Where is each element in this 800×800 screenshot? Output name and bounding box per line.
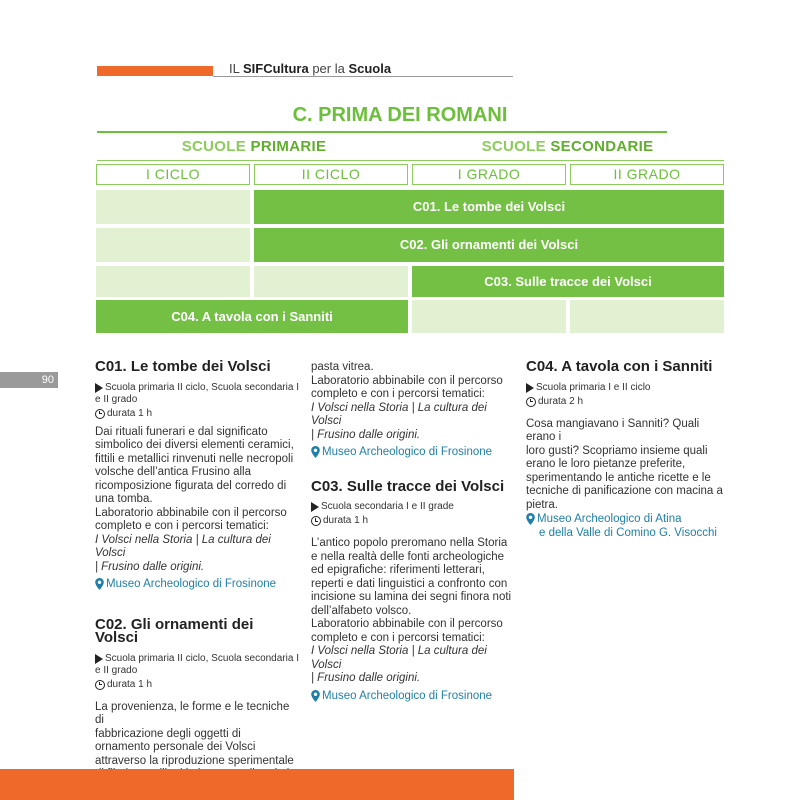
location-pin-icon <box>95 578 104 590</box>
page-number: 90 <box>0 372 58 388</box>
duration-info: durata 1 h <box>95 679 300 691</box>
grid-empty-cell <box>96 266 250 297</box>
level-info: Scuola primaria I e II ciclo <box>526 382 731 394</box>
activity-title-c03: C03. Sulle tracce dei Volsci <box>311 477 505 495</box>
grid-bar-c02: C02. Gli ornamenti dei Volsci <box>254 228 724 262</box>
grid-empty-cell <box>570 300 724 333</box>
cycle-header-4: II GRADO <box>570 164 724 185</box>
header-tail: Scuola <box>348 61 392 76</box>
cycle-header-1: I CICLO <box>96 164 250 185</box>
museum-link[interactable]: Museo Archeologico di Atina e della Valle di Comino G. Visocchi <box>526 513 731 540</box>
clock-icon <box>526 397 536 407</box>
grid-empty-cell <box>412 300 566 333</box>
grid-bar-c03: C03. Sulle tracce dei Volsci <box>412 266 724 297</box>
header-prefix: IL <box>229 61 243 76</box>
clock-icon <box>95 680 105 690</box>
location-pin-icon <box>311 446 320 458</box>
level-info: Scuola primaria II ciclo, Scuola secondaria I e II grado <box>95 381 299 405</box>
play-icon <box>95 654 103 664</box>
duration-info: durata 1 h <box>95 408 300 420</box>
grid-bar-c04: C04. A tavola con i Sanniti <box>96 300 408 333</box>
activity-description: L’antico popolo preromano nella Storia e nella realtà delle fonti archeologiche ed epigrafiche: riferimenti letterari, reperti e dati linguistici a confronto con incisione su lamina dei segni finora noti dell’alfabeto volsco. Laboratorio abbinabile con il percorso completo e con i percorsi tematici: I Volsci nella Storia | La cultura dei Volsci | Frusino dalle origini. <box>311 537 512 684</box>
location-pin-icon <box>526 513 535 525</box>
clock-icon <box>311 516 321 526</box>
activity-description: La provenienza, le forme e le tecniche di fabbricazione degli oggetti di ornamento personale dei Volsci attraverso la riproduzione sperimentale <box>95 700 294 767</box>
section-title: C. PRIMA DEI ROMANI <box>292 104 508 126</box>
grid-empty-cell <box>96 190 250 224</box>
activity-description: Dai rituali funerari e dal significato simbolico dei diversi elementi ceramici, fittili e metallici rinvenuti nelle necropoli volsche dell’antica Frusino alla ricomposizione figurata del corredo di una tomba. Laboratorio abbinabile con il percorso completo e con i percorsi tematici: I Volsci nella Storia | La cultura dei Volsci | Frusino dalle origini. <box>95 425 294 573</box>
activity-description: Cosa mangiavano i Sanniti? Quali erano i loro gusti? Scopriamo insieme quali erano le loro pietanze preferite, sperimentando le antiche ricette e le tecniche di panificazione con macina a pietra. <box>526 417 723 511</box>
activity-description-continued: pasta vitrea. Laboratorio abbinabile con il percorso completo e con i percorsi tematici: I Volsci nella Storia | La cultura dei Volsci | Frusino dalle origini. <box>311 361 503 441</box>
duration-info: durata 2 h <box>526 396 731 408</box>
header-brand: SIFCultura <box>242 61 309 76</box>
header-rule <box>213 76 513 77</box>
activity-title-c02: C02. Gli ornamenti dei Volsci <box>95 615 254 646</box>
grid-bar-c01: C01. Le tombe dei Volsci <box>254 190 724 224</box>
running-header <box>229 61 391 76</box>
museum-link[interactable]: Museo Archeologico di Frosinone <box>311 446 516 460</box>
footer-accent-bar <box>0 769 514 800</box>
museum-link[interactable]: Museo Archeologico di Frosinone <box>311 690 516 704</box>
cycle-header-2: II CICLO <box>254 164 408 185</box>
title-underline <box>97 131 667 133</box>
clock-icon <box>95 409 105 419</box>
header-middle: per la <box>308 61 349 76</box>
school-primarie-heading: SCUOLE PRIMARIE <box>181 138 327 155</box>
play-icon <box>526 383 534 393</box>
column-3 <box>526 360 731 540</box>
school-heading-rule <box>97 160 724 161</box>
museum-link[interactable]: Museo Archeologico di Frosinone <box>95 578 300 592</box>
cycle-header-3: I GRADO <box>412 164 566 185</box>
school-secondarie-heading: SCUOLE SECONDARIE <box>481 138 654 155</box>
grid-empty-cell <box>96 228 250 262</box>
play-icon <box>311 502 319 512</box>
level-info: Scuola secondaria I e II grade <box>311 501 516 513</box>
level-info: Scuola primaria II ciclo, Scuola secondaria I e II grado <box>95 652 299 676</box>
activity-title-c04: C04. A tavola con i Sanniti <box>526 358 713 375</box>
activity-title-c01: C01. Le tombe dei Volsci <box>95 358 271 375</box>
play-icon <box>95 383 103 393</box>
column-1 <box>95 360 300 782</box>
grid-empty-cell <box>254 266 408 297</box>
column-2 <box>311 361 516 703</box>
location-pin-icon <box>311 690 320 702</box>
header-accent-bar <box>97 66 213 76</box>
duration-info: durata 1 h <box>311 515 516 527</box>
